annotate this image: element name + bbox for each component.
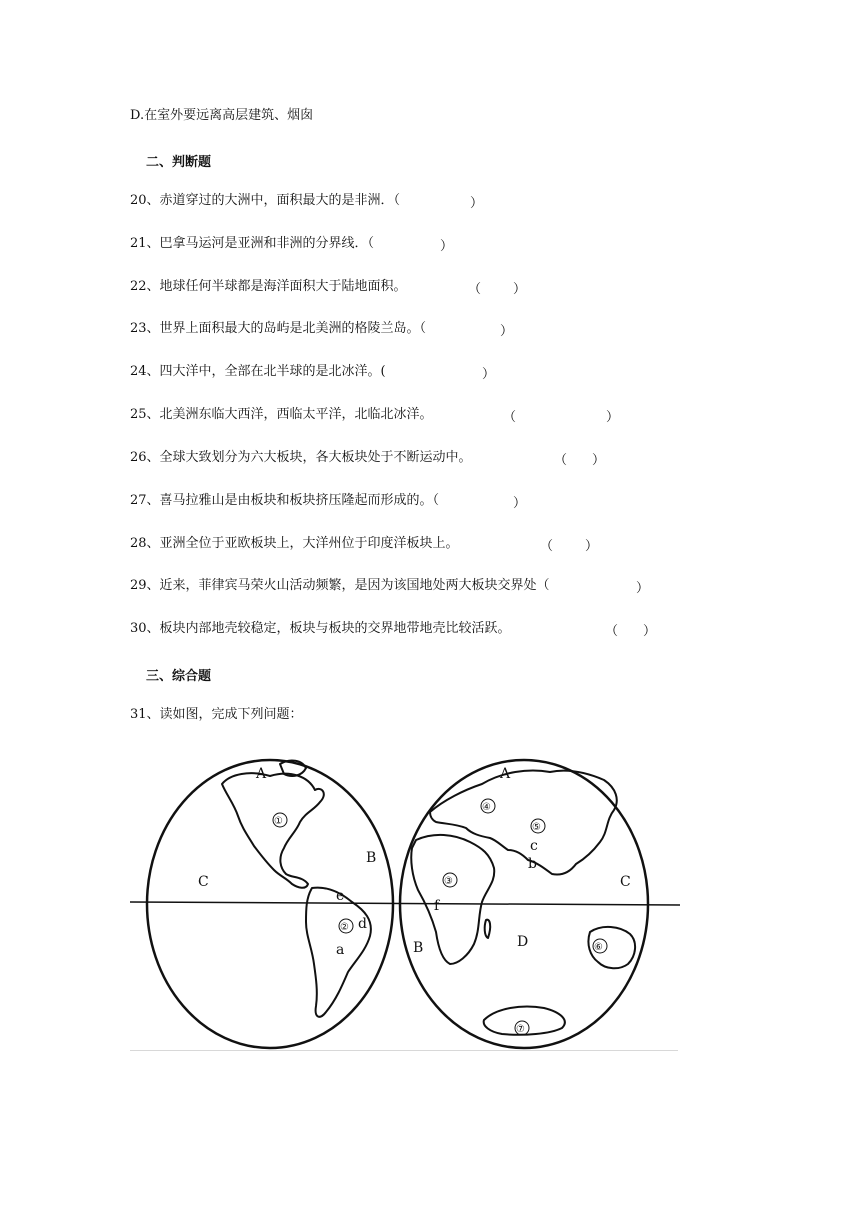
map-number-3: ③ bbox=[444, 876, 453, 887]
map-letter-small-c: c bbox=[530, 838, 538, 854]
question-31: 31、读如图，完成下列问题： bbox=[130, 707, 303, 722]
question-26: 26、全球大致划分为六大板块，各大板块处于不断运动中。 bbox=[130, 450, 472, 465]
map-number-7: ⑦ bbox=[516, 1024, 525, 1035]
madagascar-outline bbox=[485, 920, 490, 938]
map-letter-small-b: b bbox=[528, 856, 537, 872]
answer-paren-22: ） bbox=[513, 282, 527, 297]
map-letter-b-east: B bbox=[413, 940, 424, 956]
map-number-4: ④ bbox=[482, 802, 491, 813]
answer-paren-29: ） bbox=[636, 581, 650, 596]
map-letter-small-f: f bbox=[434, 898, 440, 914]
map-letter-a-east: A bbox=[500, 766, 511, 782]
answer-paren-open-28: （ bbox=[540, 539, 554, 554]
answer-paren-20: ） bbox=[470, 196, 484, 211]
answer-paren-open-22: （ bbox=[468, 282, 482, 297]
question-25: 25、北美洲东临大西洋，西临太平洋，北临北冰洋。 bbox=[130, 407, 433, 422]
answer-paren-open-30: （ bbox=[605, 624, 619, 639]
map-letter-small-a: a bbox=[336, 942, 345, 958]
map-letter-c-west: C bbox=[198, 874, 209, 890]
question-23: 23、世界上面积最大的岛屿是北美洲的格陵兰岛。（ bbox=[130, 321, 427, 336]
map-letter-small-d: d bbox=[358, 916, 367, 932]
map-letter-a-west: A bbox=[256, 766, 267, 782]
question-30: 30、板块内部地壳较稳定，板块与板块的交界地带地壳比较活跃。 bbox=[130, 621, 511, 636]
answer-paren-26: ） bbox=[592, 453, 606, 468]
map-letter-small-e: e bbox=[336, 888, 345, 904]
section-3-heading: 三、综合题 bbox=[146, 669, 212, 684]
question-22: 22、地球任何半球都是海洋面积大于陆地面积。 bbox=[130, 279, 407, 294]
option-d: D.在室外要远离高层建筑、烟囱 bbox=[130, 108, 314, 123]
map-number-5: ⑤ bbox=[532, 822, 541, 833]
answer-paren-28: ） bbox=[585, 539, 599, 554]
equator-line bbox=[130, 902, 680, 905]
section-2-heading: 二、判断题 bbox=[146, 155, 212, 170]
question-24: 24、四大洋中，全部在北半球的是北冰洋。( bbox=[130, 364, 386, 379]
map-letter-b-west: B bbox=[366, 850, 377, 866]
world-hemispheres-map bbox=[130, 750, 680, 1050]
answer-paren-24: ） bbox=[482, 367, 496, 382]
map-letter-d-east: D bbox=[517, 934, 529, 950]
eurasia-outline bbox=[430, 771, 617, 875]
answer-paren-21: ） bbox=[440, 239, 454, 254]
question-29: 29、近来，菲律宾马荣火山活动频繁，是因为该国地处两大板块交界处（ bbox=[130, 578, 550, 593]
map-number-1: ① bbox=[274, 816, 283, 827]
answer-paren-open-25: （ bbox=[503, 410, 517, 425]
question-27: 27、喜马拉雅山是由板块和板块挤压隆起而形成的。（ bbox=[130, 493, 440, 508]
map-number-6: ⑥ bbox=[594, 942, 603, 953]
africa-outline bbox=[411, 835, 494, 964]
answer-paren-30: ） bbox=[643, 624, 657, 639]
question-21: 21、巴拿马运河是亚洲和非洲的分界线．（ bbox=[130, 236, 375, 251]
divider-line bbox=[130, 1050, 678, 1051]
answer-paren-25: ） bbox=[606, 410, 620, 425]
map-number-2: ② bbox=[340, 922, 349, 933]
map-letter-c-east: C bbox=[620, 874, 631, 890]
answer-paren-27: ） bbox=[513, 496, 527, 511]
question-28: 28、亚洲全位于亚欧板块上，大洋州位于印度洋板块上。 bbox=[130, 536, 459, 551]
answer-paren-23: ） bbox=[500, 324, 514, 339]
question-20: 20、赤道穿过的大洲中，面积最大的是非洲．（ bbox=[130, 193, 401, 208]
answer-paren-open-26: （ bbox=[554, 453, 568, 468]
north-america-outline bbox=[222, 773, 324, 888]
